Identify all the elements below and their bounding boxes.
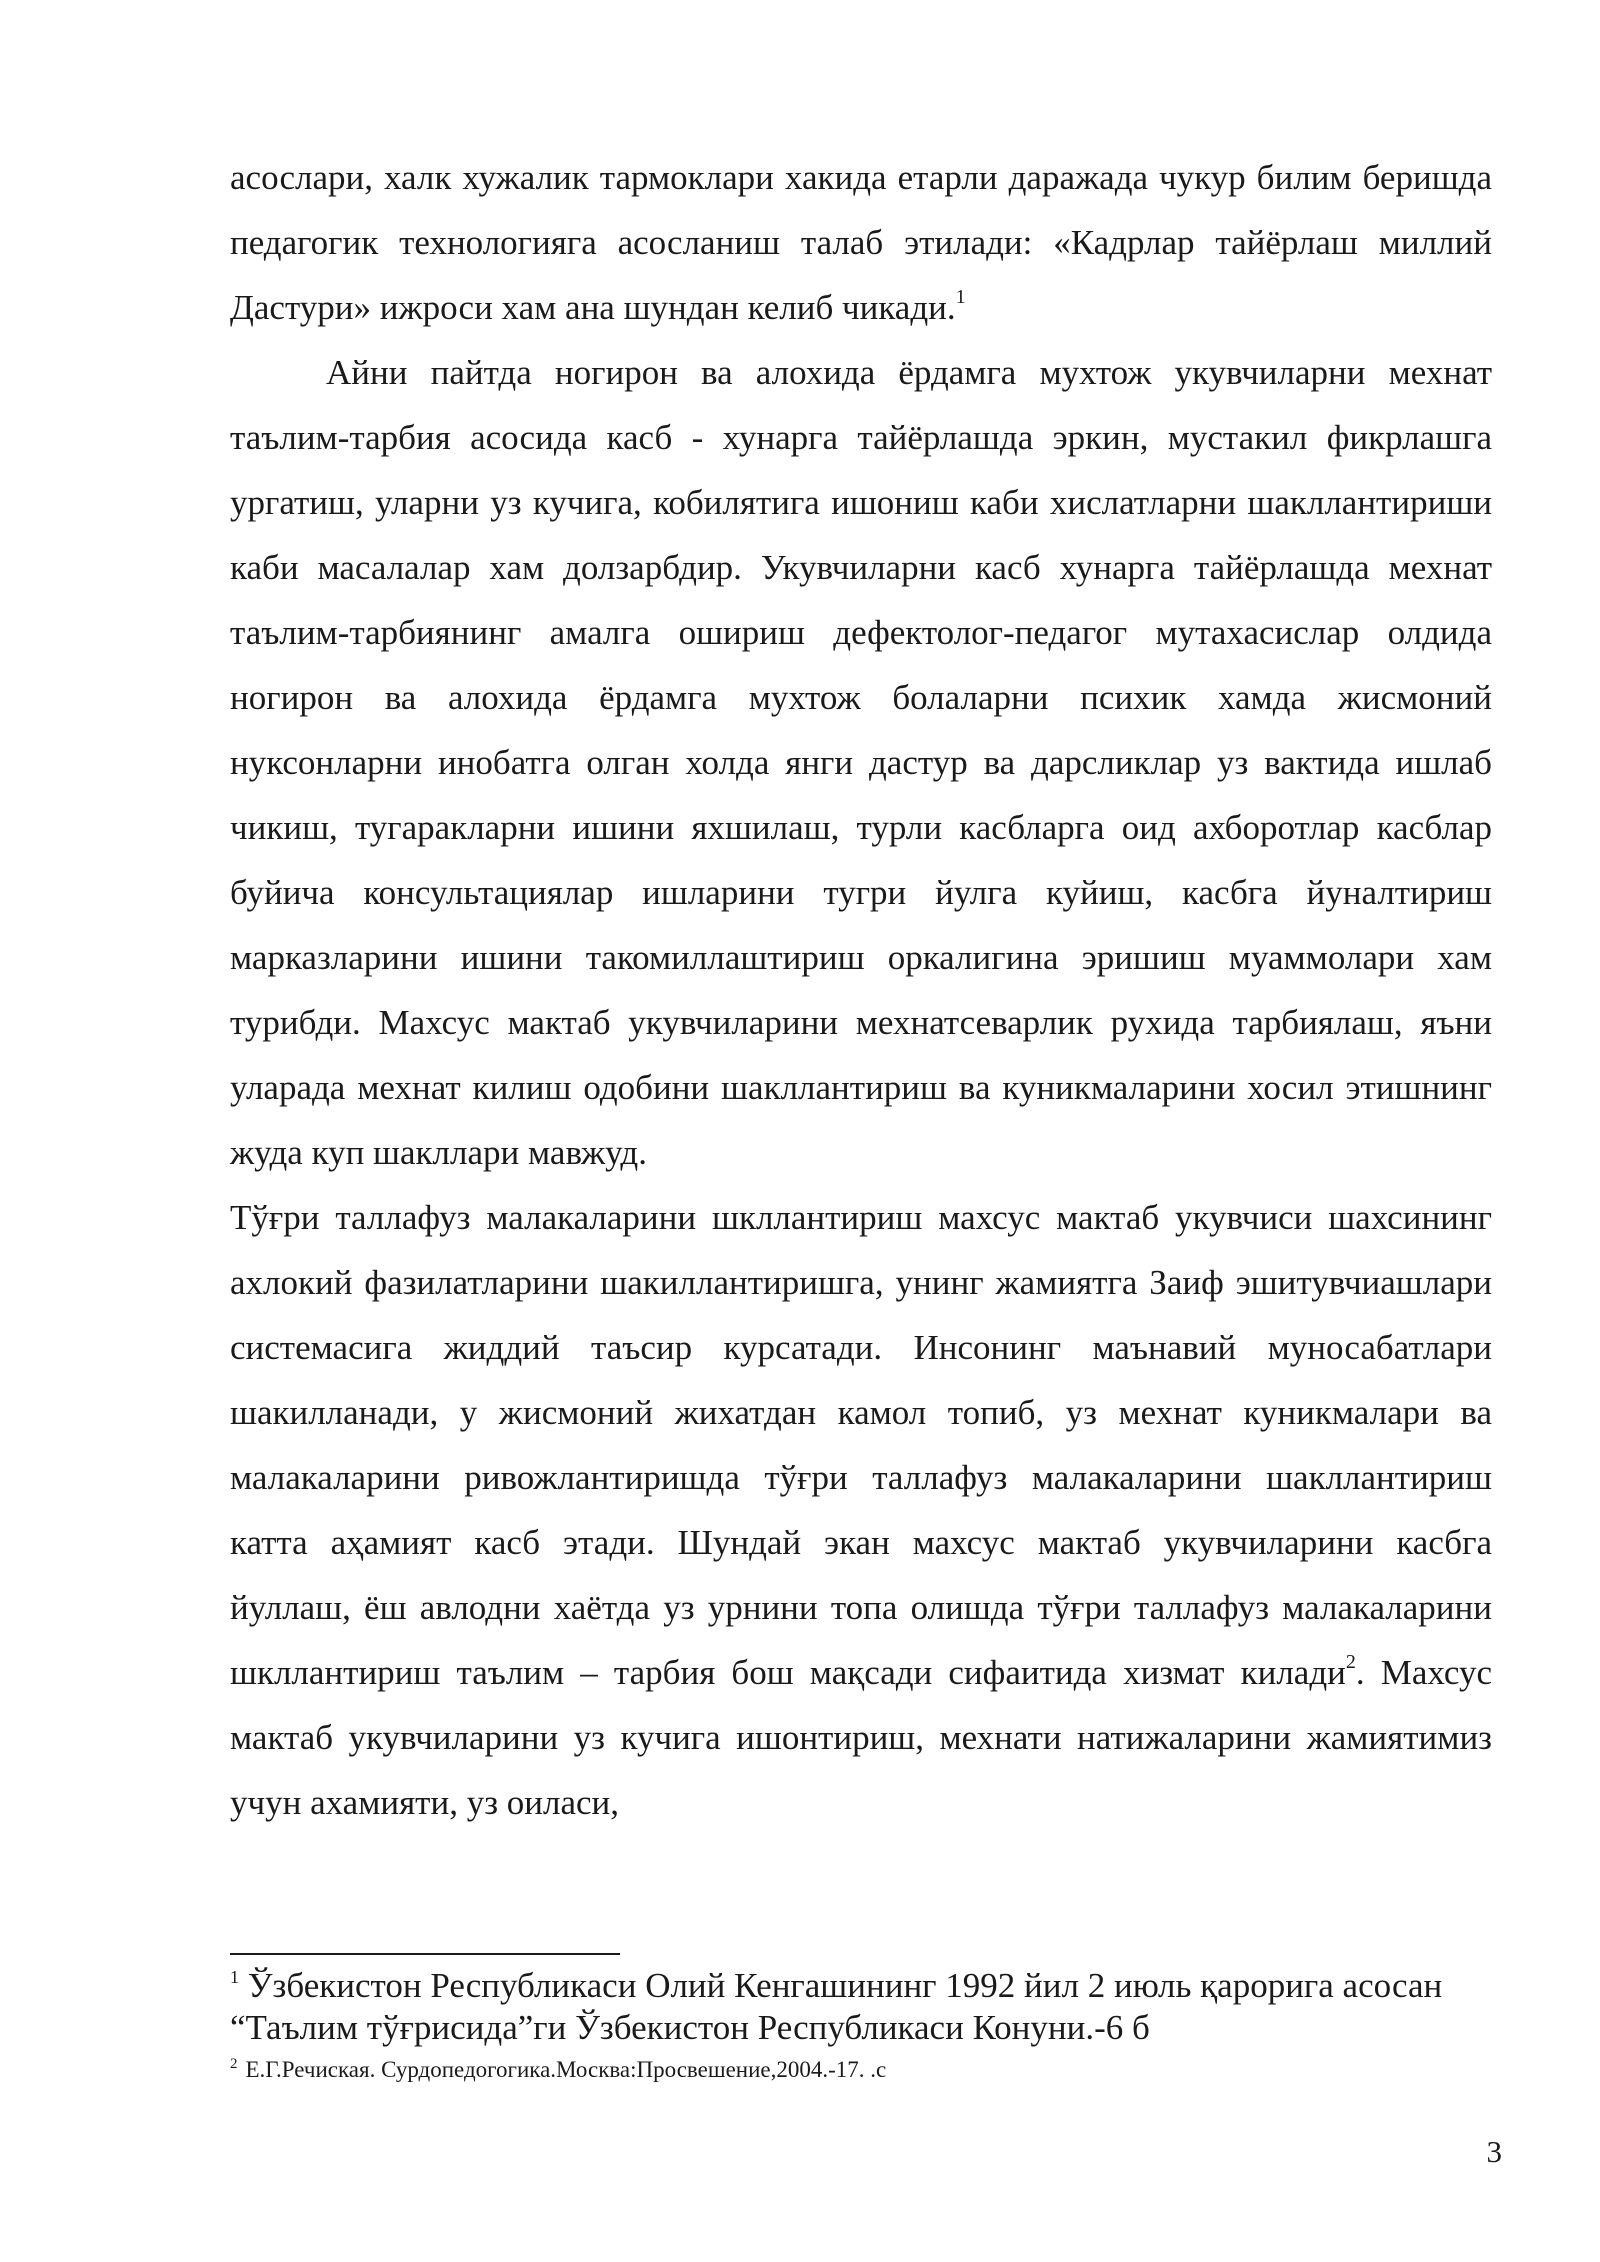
footnote-2-marker: 2 — [230, 2056, 238, 2072]
paragraph-1 — [230, 145, 1492, 340]
paragraph-1-text: асослари, халк хужалик тармоклари хакида етарли даражада чукур билим беришда педагогик технологияга асосланиш талаб этилади: «Кадрлар тайёрлаш миллий Дастури» ижроси хам ана шундан келиб чикади. — [230, 158, 1492, 327]
footnotes — [230, 1965, 1492, 2087]
footnote-1-marker: 1 — [230, 1967, 239, 1987]
footnote-ref-1[interactable]: 1 — [955, 286, 966, 308]
page-number: 3 — [1486, 2134, 1502, 2169]
paragraph-3-text-before-ref: Тўғри таллафуз малакаларини шкллантириш махсус мактаб укувчиси шахсининг ахлокий фазилатларини шакиллантиришга, унинг жамиятга Заиф эшитувчиашлари системасига жиддий таъсир курсатади. Инсонинг маънавий муносабатлари шакилланади, у жисмоний жихатдан камол топиб, уз мехнат куникмалари ва малакаларини ривожлантиришда тўғри таллафуз малакаларини шакллантириш катта аҳамият касб этади. Шундай экан махсус мактаб укувчиларини касбга йуллаш, ёш авлодни хаётда уз урнини топа олишда тўғри таллафуз малакаларини шкллантириш таълим – тарбия бош мақсади сифаитида хизмат килади — [230, 1198, 1492, 1692]
body-text — [230, 145, 1492, 1835]
footnote-ref-2[interactable]: 2 — [1345, 1651, 1356, 1673]
footnote-1 — [230, 1965, 1492, 2049]
paragraph-3-text-after-ref: . Махсус мактаб укувчиларини уз кучига ишонтириш, мехнати натижаларини жамиятимиз учун ахамияти, уз оиласи, — [230, 1653, 1492, 1822]
paragraph-3 — [230, 1185, 1492, 1835]
footnote-separator — [230, 1953, 620, 1955]
footnote-2 — [230, 2053, 1492, 2087]
paragraph-2 — [230, 340, 1492, 1185]
footnote-1-text: Ўзбекистон Республикаси Олий Кенгашининг 1992 йил 2 июль қарорига асосан “Таълим тўғрисида”ги Ўзбекистон Республикаси Конуни.-6 б — [230, 1966, 1443, 2047]
paragraph-2-text: Айни пайтда ногирон ва алохида ёрдамга мухтож укувчиларни мехнат таълим-тарбия асосида касб - хунарга тайёрлашда эркин, мустакил фикрлашга ургатиш, уларни уз кучига, кобилятига ишониш каби хислатларни шакллантириши каби масалалар хам долзарбдир. Укувчиларни касб хунарга тайёрлашда мехнат таълим-тарбиянинг амалга ошириш дефектолог-педагог мутахасислар олдида ногирон ва алохида ёрдамга мухтож болаларни психик хамда жисмоний нуксонларни инобатга олган холда янги дастур ва дарсликлар уз вактида ишлаб чикиш, тугаракларни ишини яхшилаш, турли касбларга оид ахборотлар касблар буйича консультациялар ишларини тугри йулга куйиш, касбга йуналтириш марказларини ишини такомиллаштириш оркалигина эришиш муаммолари хам турибди. Махсус мактаб укувчиларини мехнатсеварлик рухида тарбиялаш, яъни уларада мехнат килиш одобини шакллантириш ва куникмаларини хосил этишнинг жуда куп шакллари мавжуд. — [230, 353, 1492, 1172]
footnote-2-text: Е.Г.Речиская. Сурдопедогогика.Москва:Просвешение,2004.-17. .с — [245, 2057, 887, 2082]
